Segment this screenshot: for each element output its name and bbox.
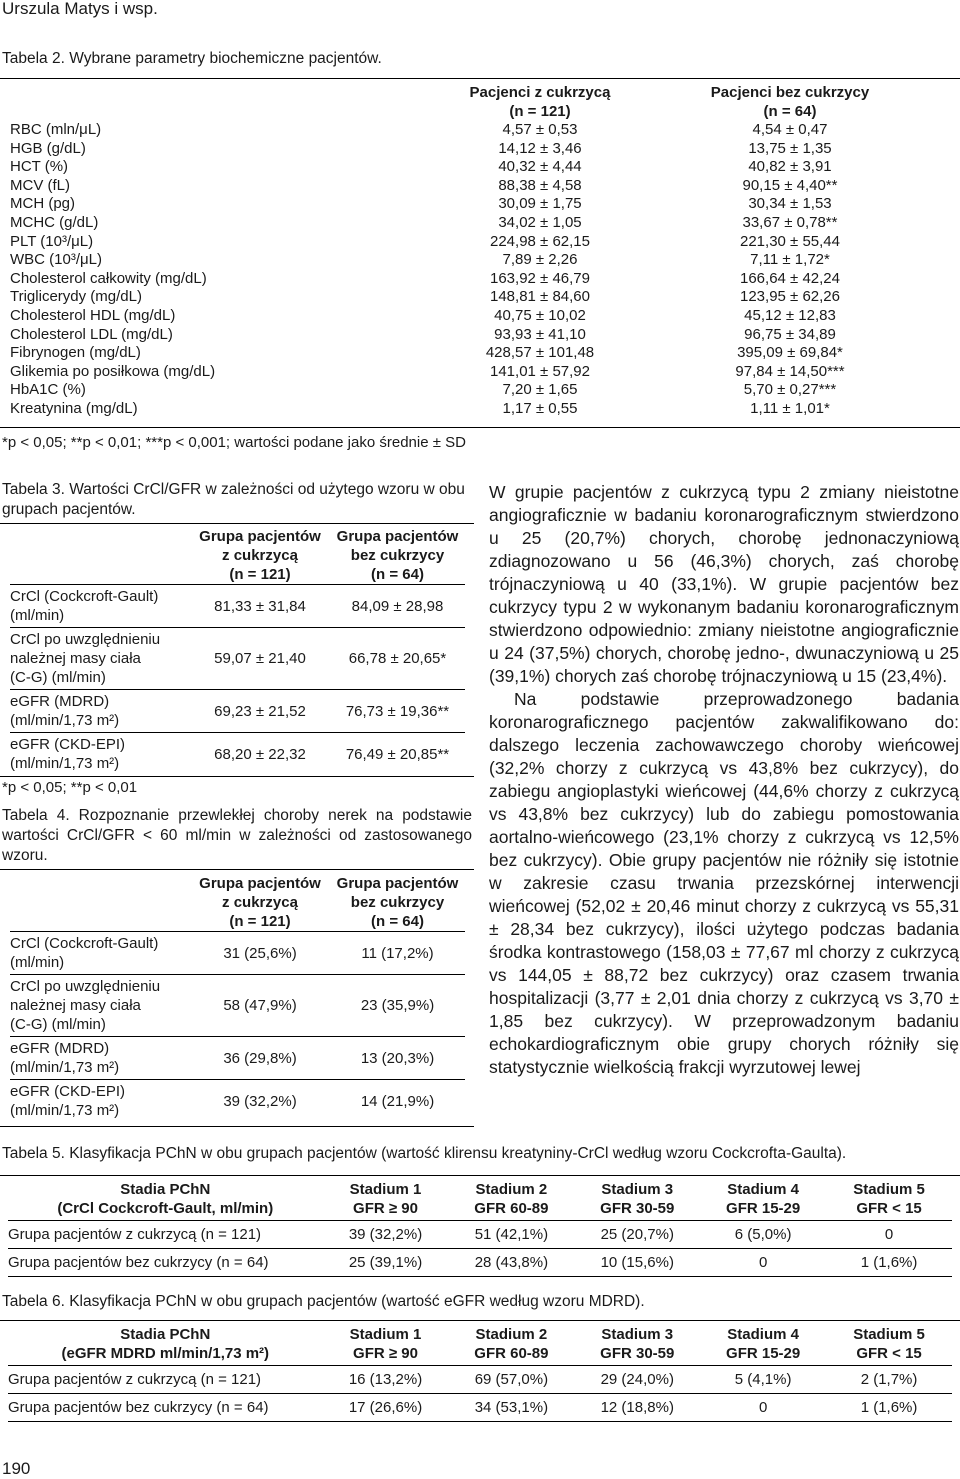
table-row: [10, 251, 940, 270]
value-without-diabetes: 14 (21,9%): [330, 1080, 465, 1123]
stage-header-line: Stadium 2: [475, 1181, 548, 1198]
value-with-diabetes: 40,75 ± 10,02: [494, 306, 586, 324]
row-label: [10, 932, 190, 975]
value-without-diabetes: 1,11 ± 1,01*: [750, 399, 830, 417]
stage-header-line: GFR 60-89: [474, 1345, 549, 1362]
stage-header: [574, 1178, 700, 1221]
table-row: [10, 381, 940, 400]
table-row: [10, 140, 940, 159]
stage-header-line: GFR < 15: [856, 1200, 922, 1217]
value-without-diabetes: 33,67 ± 0,78**: [742, 213, 838, 231]
table3: [10, 527, 465, 775]
table-row: [10, 690, 465, 733]
value-with-diabetes: 141,01 ± 57,92: [490, 362, 590, 380]
value-without-diabetes: 84,09 ± 28,98: [330, 585, 465, 628]
stage-value: 2 (1,7%): [826, 1366, 952, 1394]
table2-top-rule: [0, 78, 960, 79]
table4-col-without-line1: Grupa pacjentów: [336, 875, 459, 892]
stage-value: 6 (5,0%): [700, 1221, 826, 1249]
stage-value: 69 (57,0%): [448, 1366, 574, 1394]
stage-header-line: Stadium 3: [601, 1181, 674, 1198]
table-row: [10, 733, 465, 776]
table-row: [8, 1221, 952, 1249]
table3-header-empty: [10, 527, 190, 585]
table3-bottom-rule: [0, 776, 474, 777]
stage-header: [574, 1323, 700, 1366]
table3-col-with-line2: z cukrzycą: [222, 547, 298, 564]
stage-label-header: [8, 1178, 323, 1221]
stage-header: [826, 1178, 952, 1221]
table-row: [10, 344, 940, 363]
table2-col-without-header: [640, 83, 940, 121]
stage-header-line: GFR 30-59: [600, 1345, 675, 1362]
body-paragraph-1: W grupie pacjentów z cukrzycą typu 2 zmiany nieistotne angiograficznie w badaniu koronarograficznym stwierdzono u 25 (20,7%) chorych, chorobę jednonaczyniową zdiagnozowano u 56 (46,3%) chorych, zaś chorobę trójnaczyniową u 40 (33,1%). W grupie pacjentów bez cukrzycy typu 2 w wykonanym badaniu koronarograficznym stwierdzono odpowiednio: zmiany nieistotne angiograficznie u 24 (37,5%) chorych, chorobę jedno-, dwunaczyniową u 25 (39,1%) chorych zaś chorobę trójnaczyniową u 15 (23,4%).: [489, 482, 959, 686]
stage-header-line: GFR ≥ 90: [353, 1200, 418, 1217]
table3-col-with-line1: Grupa pacjentów: [199, 528, 321, 545]
value-without-diabetes: 13 (20,3%): [330, 1037, 465, 1080]
stage-header-line: Stadium 3: [601, 1326, 674, 1343]
value-with-diabetes: 4,57 ± 0,53: [502, 121, 578, 138]
param-label: HCT (%): [10, 158, 69, 176]
row-label: [10, 1037, 190, 1080]
value-with-diabetes: 88,38 ± 4,58: [498, 176, 582, 194]
value-with-diabetes: 68,20 ± 22,32: [190, 733, 330, 776]
table4-col-with-line3: (n = 121): [229, 913, 291, 930]
row-label-line: (ml/min): [10, 607, 65, 624]
param-label: HbA1C (%): [10, 381, 86, 399]
row-label-line: (ml/min/1,73 m²): [10, 755, 120, 772]
value-without-diabetes: 4,54 ± 0,47: [752, 121, 828, 138]
table6: [8, 1323, 952, 1422]
table4-bottom-rule: [0, 1126, 474, 1127]
value-without-diabetes: 11 (17,2%): [330, 932, 465, 975]
table5-body: [8, 1221, 952, 1277]
stage-header-line: GFR < 15: [856, 1345, 922, 1362]
value-without-diabetes: 13,75 ± 1,35: [748, 139, 832, 157]
table-row: [10, 628, 465, 690]
table4-col-with-line2: z cukrzycą: [222, 894, 298, 911]
table2-footnote: *p < 0,05; **p < 0,01; ***p < 0,001; wartości podane jako średnie ± SD: [2, 434, 466, 451]
param-label: Fibrynogen (mg/dL): [10, 344, 141, 362]
value-without-diabetes: 76,73 ± 19,36**: [330, 690, 465, 733]
row-label-line: (ml/min/1,73 m²): [10, 1102, 120, 1119]
value-without-diabetes: 395,09 ± 69,84*: [737, 344, 843, 362]
stage-label-line: Stadia PChN: [120, 1326, 211, 1343]
value-with-diabetes: 81,33 ± 31,84: [190, 585, 330, 628]
param-label: MCH (pg): [10, 195, 76, 213]
table3-caption: Tabela 3. Wartości CrCl/GFR w zależności od użytego wzoru w obu grupach pacjentów.: [2, 481, 465, 518]
stage-header: [448, 1178, 574, 1221]
stage-value: 34 (53,1%): [448, 1394, 574, 1422]
row-label: [10, 733, 190, 776]
table-row: [10, 158, 940, 177]
table3-footnote: *p < 0,05; **p < 0,01: [2, 779, 138, 796]
stage-header: [323, 1178, 449, 1221]
stage-header-line: GFR 60-89: [474, 1200, 549, 1217]
table3-body: [10, 585, 465, 776]
param-label: Cholesterol LDL (mg/dL): [10, 325, 173, 343]
table-row: [10, 195, 940, 214]
value-with-diabetes: 40,32 ± 4,44: [498, 158, 582, 176]
table4-col-without-line2: bez cukrzycy: [350, 894, 445, 911]
value-with-diabetes: 59,07 ± 21,40: [190, 628, 330, 690]
table2-col-with-header: [440, 83, 640, 121]
table2-body: [10, 121, 940, 419]
table-row: [10, 288, 940, 307]
value-without-diabetes: 97,84 ± 14,50***: [735, 362, 845, 380]
row-label: [10, 690, 190, 733]
table2-col-without-n: (n = 64): [763, 103, 817, 120]
value-without-diabetes: 5,70 ± 0,27***: [743, 381, 837, 399]
row-label-line: eGFR (CKD-EPI): [10, 736, 126, 753]
row-label-line: należnej masy ciała: [10, 997, 141, 1014]
table4-top-rule: [0, 869, 474, 870]
stage-label-line: Stadia PChN: [120, 1181, 211, 1198]
table-row: [10, 1037, 465, 1080]
stage-header: [700, 1178, 826, 1221]
row-label-line: CrCl po uwzględnieniu: [10, 631, 161, 648]
value-without-diabetes: 90,15 ± 4,40**: [742, 176, 838, 194]
param-label: MCV (fL): [10, 176, 70, 194]
table3-col-without-header: [330, 527, 465, 585]
table-row: [10, 400, 940, 419]
row-label-line: eGFR (MDRD): [10, 1040, 110, 1057]
row-label-line: należnej masy ciała: [10, 650, 141, 667]
row-label-line: (C-G) (ml/min): [10, 1016, 106, 1033]
stage-header-line: GFR ≥ 90: [353, 1345, 418, 1362]
value-with-diabetes: 1,17 ± 0,55: [502, 399, 578, 417]
table-row: [10, 585, 465, 628]
table3-col-with-line3: (n = 121): [229, 566, 291, 583]
stage-header-line: Stadium 4: [727, 1326, 799, 1343]
param-label: PLT (10³/μL): [10, 232, 94, 250]
value-with-diabetes: 39 (32,2%): [190, 1080, 330, 1123]
stage-value: 5 (4,1%): [700, 1366, 826, 1394]
value-with-diabetes: 7,89 ± 2,26: [502, 251, 578, 269]
value-with-diabetes: 34,02 ± 1,05: [498, 213, 582, 231]
stage-value: 39 (32,2%): [323, 1221, 449, 1249]
table5: [8, 1178, 952, 1277]
row-label: [10, 1080, 190, 1123]
value-without-diabetes: 30,34 ± 1,53: [748, 195, 832, 213]
stage-value: 1 (1,6%): [826, 1249, 952, 1277]
value-with-diabetes: 14,12 ± 3,46: [498, 139, 582, 157]
stage-value: 17 (26,6%): [323, 1394, 449, 1422]
stage-header-line: Stadium 1: [349, 1181, 422, 1198]
group-label: Grupa pacjentów z cukrzycą (n = 121): [8, 1221, 323, 1249]
row-label-line: CrCl po uwzględnieniu: [10, 978, 161, 995]
table2-caption: Tabela 2. Wybrane parametry biochemiczne pacjentów.: [2, 50, 382, 67]
table-row: [10, 326, 940, 345]
table2-col-without-title: Pacjenci bez cukrzycy: [710, 84, 870, 101]
stage-header-line: GFR 15-29: [726, 1345, 801, 1362]
value-with-diabetes: 224,98 ± 62,15: [490, 232, 590, 250]
stage-header: [323, 1323, 449, 1366]
row-label: [10, 628, 190, 690]
body-paragraph-2: Na podstawie przeprowadzonego badania koronarograficznego pacjentów zakwalifikowano do: dalszego leczenia zachowawczego choroby wieńcowej (32,2% chorzy z cukrzycą vs 43,8% bez cukrzycy), do zabiegu angioplastyki wieńcowej (44,6% chorzy z cukrzycą vs 43,8% bez cukrzycy) lub do zabiegu pomostowania aortalno-wieńcowego (23,1% chorzy z cukrzycą vs 12,5% bez cukrzycy). Obie grupy pacjentów nie różniły się istotnie w zakresie czasu trwania przezskórnej interwencji wieńcowej (52,02 ± 20,46 minut chorzy z cukrzycą vs 55,31 ± 28,34 bez cukrzycy), ilości użytego podczas badania środka kontrastowego (158,03 ± 77,67 ml chorzy z cukrzycą vs 144,05 ± 88,72 bez cukrzycy) oraz czasem trwania hospitalizacji (3,77 ± 2,01 dnia chorzy z cukrzycą vs 3,70 ± 1,85 bez cukrzycy). W przeprowadzonym badaniu echokardiograficznym obie grupy chorych różniły się statystycznie wielkością frakcji wyrzutowej lewej: [489, 689, 959, 1077]
stage-header-line: Stadium 5: [853, 1326, 925, 1343]
table6-caption: Tabela 6. Klasyfikacja PChN w obu grupach pacjentów (wartość eGFR według wzoru MDRD).: [2, 1293, 645, 1310]
table4-col-without-header: [330, 874, 465, 932]
body-text: [489, 481, 959, 1079]
stage-value: 10 (15,6%): [574, 1249, 700, 1277]
stage-header-line: Stadium 1: [349, 1326, 422, 1343]
table-row: [10, 932, 465, 975]
table4-col-without-line3: (n = 64): [371, 913, 424, 930]
table5-caption: Tabela 5. Klasyfikacja PChN w obu grupach pacjentów (wartość klirensu kreatyniny-CrCl według wzoru Cockcrofta-Gaulta).: [2, 1145, 847, 1162]
param-label: MCHC (g/dL): [10, 213, 99, 231]
table-row: [8, 1366, 952, 1394]
row-label: [10, 585, 190, 628]
value-without-diabetes: 221,30 ± 55,44: [740, 232, 840, 250]
table3-col-without-line1: Grupa pacjentów: [336, 528, 459, 545]
value-without-diabetes: 166,64 ± 42,24: [740, 269, 840, 287]
value-with-diabetes: 93,93 ± 41,10: [494, 325, 586, 343]
value-with-diabetes: 148,81 ± 84,60: [490, 288, 590, 306]
value-with-diabetes: 7,20 ± 1,65: [502, 381, 578, 399]
row-label-line: (ml/min): [10, 954, 65, 971]
running-header: Urszula Matys i wsp.: [2, 0, 158, 18]
stage-value: 29 (24,0%): [574, 1366, 700, 1394]
table6-header-row: [8, 1323, 952, 1366]
stage-label-line: (CrCl Cockcroft-Gault, ml/min): [57, 1200, 274, 1217]
value-with-diabetes: 58 (47,9%): [190, 975, 330, 1037]
table-row: [10, 975, 465, 1037]
stage-header: [700, 1323, 826, 1366]
table4-col-with-header: [190, 874, 330, 932]
row-label-line: eGFR (MDRD): [10, 693, 110, 710]
row-label-line: (ml/min/1,73 m²): [10, 1059, 120, 1076]
stage-value: 0: [700, 1394, 826, 1422]
table4: [10, 874, 465, 1122]
table-row: [10, 307, 940, 326]
row-label-line: CrCl (Cockcroft-Gault): [10, 588, 159, 605]
stage-header-line: Stadium 2: [475, 1326, 548, 1343]
table4-col-with-line1: Grupa pacjentów: [199, 875, 321, 892]
table-row: [10, 177, 940, 196]
table6-body: [8, 1366, 952, 1422]
stage-value: 1 (1,6%): [826, 1394, 952, 1422]
group-label: Grupa pacjentów bez cukrzycy (n = 64): [8, 1249, 323, 1277]
table3-top-rule: [0, 523, 474, 524]
value-without-diabetes: 45,12 ± 12,83: [744, 306, 836, 324]
value-with-diabetes: 31 (25,6%): [190, 932, 330, 975]
table2-col-with-n: (n = 121): [509, 103, 571, 120]
stage-header: [826, 1323, 952, 1366]
stage-value: 25 (39,1%): [323, 1249, 449, 1277]
param-label: Triglicerydy (mg/dL): [10, 288, 142, 306]
table2-header-empty: [10, 83, 440, 121]
table2-bottom-rule: [0, 427, 960, 428]
stage-value: 0: [700, 1249, 826, 1277]
table4-body: [10, 932, 465, 1123]
group-label: Grupa pacjentów bez cukrzycy (n = 64): [8, 1394, 323, 1422]
value-with-diabetes: 163,92 ± 46,79: [490, 269, 590, 287]
table2-col-with-title: Pacjenci z cukrzycą: [469, 84, 611, 101]
param-label: Glikemia po posiłkowa (mg/dL): [10, 362, 216, 380]
value-with-diabetes: 30,09 ± 1,75: [498, 195, 582, 213]
table-row: [10, 121, 940, 140]
value-without-diabetes: 76,49 ± 20,85**: [330, 733, 465, 776]
param-label: Kreatynina (mg/dL): [10, 399, 138, 417]
table5-header-row: [8, 1178, 952, 1221]
stage-header-line: Stadium 5: [853, 1181, 925, 1198]
stage-value: 51 (42,1%): [448, 1221, 574, 1249]
table-row: [10, 233, 940, 252]
table-row: [10, 270, 940, 289]
row-label-line: eGFR (CKD-EPI): [10, 1083, 126, 1100]
stage-header-line: GFR 30-59: [600, 1200, 675, 1217]
value-without-diabetes: 96,75 ± 34,89: [744, 325, 836, 343]
param-label: HGB (g/dL): [10, 139, 86, 157]
table4-caption: Tabela 4. Rozpoznanie przewlekłej choroby nerek na podstawie wartości CrCl/GFR < 60 ml/min w zależności od zastosowanego wzoru.: [2, 807, 472, 864]
table-row: [10, 1080, 465, 1123]
table4-header-empty: [10, 874, 190, 932]
value-with-diabetes: 428,57 ± 101,48: [485, 344, 595, 362]
stage-value: 25 (20,7%): [574, 1221, 700, 1249]
stage-value: 28 (43,8%): [448, 1249, 574, 1277]
stage-label-header: [8, 1323, 323, 1366]
value-without-diabetes: 123,95 ± 62,26: [740, 288, 840, 306]
value-without-diabetes: 23 (35,9%): [330, 975, 465, 1037]
row-label-line: (C-G) (ml/min): [10, 669, 106, 686]
param-label: RBC (mln/μL): [10, 121, 102, 138]
param-label: WBC (10³/μL): [10, 251, 102, 269]
stage-header-line: GFR 15-29: [726, 1200, 801, 1217]
table5-top-rule: [0, 1175, 960, 1176]
table-row: [10, 363, 940, 382]
group-label: Grupa pacjentów z cukrzycą (n = 121): [8, 1366, 323, 1394]
param-label: Cholesterol HDL (mg/dL): [10, 306, 176, 324]
stage-value: 0: [826, 1221, 952, 1249]
table-row: [10, 214, 940, 233]
page-number: 190: [2, 1459, 31, 1478]
table2: [10, 83, 940, 419]
table3-col-with-header: [190, 527, 330, 585]
row-label-line: (ml/min/1,73 m²): [10, 712, 120, 729]
value-with-diabetes: 69,23 ± 21,52: [190, 690, 330, 733]
table3-col-without-line2: bez cukrzycy: [350, 547, 445, 564]
value-with-diabetes: 36 (29,8%): [190, 1037, 330, 1080]
stage-value: 12 (18,8%): [574, 1394, 700, 1422]
row-label: [10, 975, 190, 1037]
value-without-diabetes: 66,78 ± 20,65*: [330, 628, 465, 690]
table-row: [8, 1394, 952, 1422]
param-label: Cholesterol całkowity (mg/dL): [10, 269, 207, 287]
stage-header-line: Stadium 4: [727, 1181, 799, 1198]
value-without-diabetes: 40,82 ± 3,91: [748, 158, 832, 176]
table3-col-without-line3: (n = 64): [371, 566, 424, 583]
stage-label-line: (eGFR MDRD ml/min/1,73 m²): [61, 1345, 270, 1362]
table6-top-rule: [0, 1320, 960, 1321]
stage-value: 16 (13,2%): [323, 1366, 449, 1394]
stage-header: [448, 1323, 574, 1366]
row-label-line: CrCl (Cockcroft-Gault): [10, 935, 159, 952]
value-without-diabetes: 7,11 ± 1,72*: [750, 251, 830, 269]
table-row: [8, 1249, 952, 1277]
